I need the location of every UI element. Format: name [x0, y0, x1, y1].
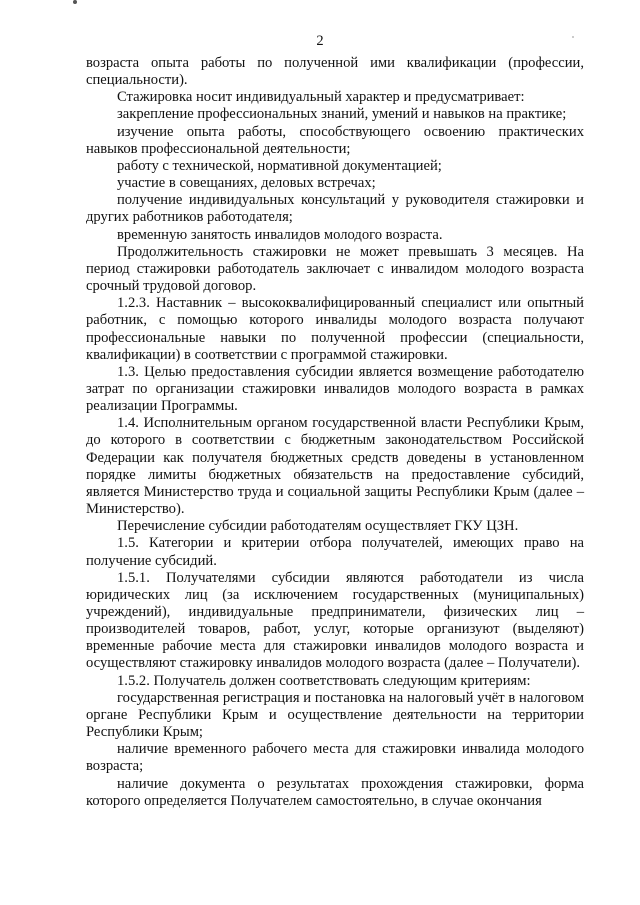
paragraph: временную занятость инвалидов молодого возраста. [117, 226, 443, 243]
document-body [86, 55, 584, 810]
paragraph: 1.5.1. Получателями субсидии являются работодатели из числа юридических лиц (за исключением государственных (муниципальных) учреждений), индивидуальные предприниматели, физических лиц – производителей товаров, работ, услуг, которые организуют (выделяют) временные рабочие места для стажировки инвалидов молодого возраста и осуществляют стажировку инвалидов молодого возраста (далее – Получатели). [86, 569, 584, 672]
paragraph: 1.5. Категории и критерии отбора получателей, имеющих право на получение субсидий. [86, 535, 584, 569]
paragraph: 1.2.3. Наставник – высококвалифицированный специалист или опытный работник, с помощью которого инвалиды молодого возраста получают профессиональные навыки по полученной профессии (специальности, квалификации) в соответствии с программой стажировки. [86, 295, 584, 363]
paragraph: изучение опыта работы, способствующего освоению практических навыков профессиональной деятельности; [86, 123, 584, 157]
paragraph: 1.3. Целью предоставления субсидии является возмещение работодателю затрат по организации стажировки инвалидов молодого возраста в рамках реализации Программы. [86, 363, 584, 415]
page-number: 2 [316, 33, 324, 49]
paragraph: Стажировка носит индивидуальный характер и предусматривает: [117, 89, 525, 106]
paragraph: возраста опыта работы по полученной ими квалификации (профессии, специальности). [86, 55, 584, 89]
paragraph: наличие документа о результатах прохождения стажировки, форма которого определяется Получателем самостоятельно, в случае окончания [86, 775, 584, 809]
scan-mark [73, 0, 77, 4]
paragraph: государственная регистрация и постановка на налоговый учёт в налоговом органе Республики Крым и осуществление деятельности на территории Республики Крым; [86, 689, 584, 741]
paragraph: работу с технической, нормативной документацией; [117, 157, 442, 174]
paragraph: закрепление профессиональных знаний, умений и навыков на практике; [117, 106, 567, 123]
paragraph: участие в совещаниях, деловых встречах; [117, 175, 376, 192]
paragraph: 1.4. Исполнительным органом государственной власти Республики Крым, до которого в соответствии с бюджетным законодательством Российской Федерации как получателя бюджетных средств доведены в установленном порядке лимиты бюджетных обязательств на предоставление субсидий, является Министерство труда и социальной защиты Республики Крым (далее – Министерство). [86, 415, 584, 518]
paragraph: Продолжительность стажировки не может превышать 3 месяцев. На период стажировки работодатель заключает с инвалидом молодого возраста срочный трудовой договор. [86, 243, 584, 295]
paragraph: 1.5.2. Получатель должен соответствовать следующим критериям: [117, 672, 531, 689]
paragraph: Перечисление субсидии работодателям осуществляет ГКУ ЦЗН. [117, 518, 519, 535]
paragraph: наличие временного рабочего места для стажировки инвалида молодого возраста; [86, 741, 584, 775]
paragraph: получение индивидуальных консультаций у руководителя стажировки и других работников работодателя; [86, 192, 584, 226]
